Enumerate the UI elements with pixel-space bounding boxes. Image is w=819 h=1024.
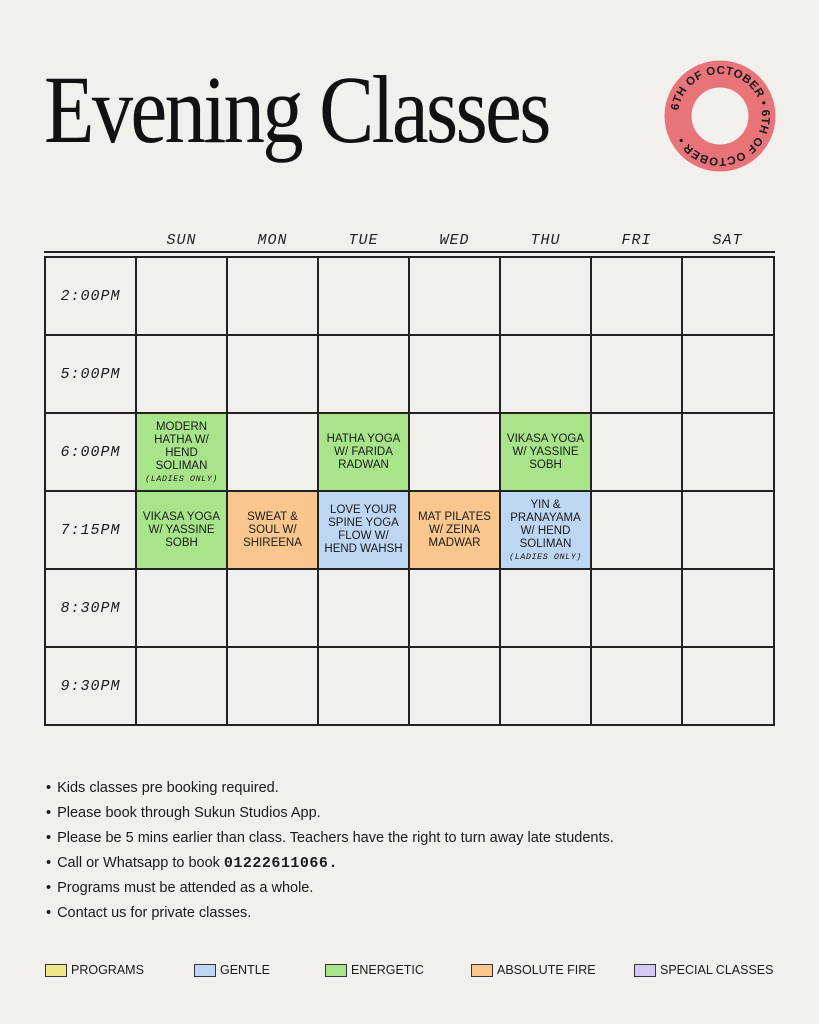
class-slot-sun-600[interactable] [137,414,228,492]
legend-special-classes [634,963,773,977]
day-header-sun: SUN [166,232,197,249]
empty-slot [683,258,775,336]
class-slot-wed-715[interactable] [410,492,501,570]
empty-slot [410,336,501,414]
empty-slot [592,258,683,336]
badge-text: 6TH OF OCTOBER • 6TH OF OCTOBER • [669,64,772,168]
legend-programs [45,963,144,977]
empty-slot [410,258,501,336]
day-header-fri: FRI [621,232,652,249]
empty-slot [319,648,410,726]
class-slot-thu-715[interactable] [501,492,592,570]
class-slot-mon-715[interactable] [228,492,319,570]
class-slot-tue-715[interactable] [319,492,410,570]
empty-slot [319,570,410,648]
class-slot-sun-715[interactable] [137,492,228,570]
empty-slot [319,258,410,336]
legend-swatch [194,964,216,977]
time-label: 5:00PM [46,336,137,414]
empty-slot [228,414,319,492]
empty-slot [501,336,592,414]
class-name: LOVE YOUR SPINE YOGA FLOW W/ HEND WAHSH [324,504,403,555]
legend-label: SPECIAL CLASSES [660,963,774,977]
legend-swatch [325,964,347,977]
schedule-grid [44,256,775,726]
empty-slot [501,258,592,336]
empty-slot [592,492,683,570]
empty-slot [410,414,501,492]
empty-slot [683,414,775,492]
time-label: 7:15PM [46,492,137,570]
day-header-tue: TUE [348,232,379,249]
time-label: 2:00PM [46,258,137,336]
legend-swatch [45,964,67,977]
day-header-mon: MON [257,232,288,249]
note-item: • Contact us for private classes. [46,901,614,926]
legend-label: PROGRAMS [71,963,144,977]
time-label: 8:30PM [46,570,137,648]
empty-slot [683,336,775,414]
legend-energetic [325,963,424,977]
legend-label: GENTLE [220,963,271,977]
empty-slot [683,648,775,726]
class-name: HATHA YOGA W/ FARIDA RADWAN [326,432,401,471]
legend-label: ENERGETIC [351,963,424,977]
empty-slot [592,570,683,648]
phone-number[interactable]: 01222611066. [223,855,338,872]
page-title: Evening Classes [44,56,549,163]
empty-slot [592,414,683,492]
class-slot-thu-600[interactable] [501,414,592,492]
empty-slot [592,336,683,414]
class-name: MODERN HATHA W/ HEND SOLIMAN [154,420,209,472]
note-item: • Programs must be attended as a whole. [46,876,614,901]
legend-absolute-fire [471,963,596,977]
class-slot-tue-600[interactable] [319,414,410,492]
time-label: 6:00PM [46,414,137,492]
booking-note-text: Call or Whatsapp to book [57,855,220,871]
day-header-wed: WED [439,232,470,249]
empty-slot [501,570,592,648]
empty-slot [137,336,228,414]
class-name: VIKASA YOGA W/ YASSINE SOBH [142,510,221,549]
empty-slot [228,570,319,648]
empty-slot [228,258,319,336]
class-name: YIN & PRANAYAMA W/ HEND SOLIMAN [510,498,581,550]
empty-slot [137,648,228,726]
empty-slot [501,648,592,726]
note-item: • Please book through Sukun Studios App. [46,801,614,826]
legend-swatch [471,964,493,977]
empty-slot [592,648,683,726]
day-header-sat: SAT [712,232,743,249]
header-divider [44,251,775,253]
empty-slot [228,648,319,726]
empty-slot [137,570,228,648]
class-name: VIKASA YOGA W/ YASSINE SOBH [506,432,585,471]
day-header-thu: THU [530,232,561,249]
legend-gentle [194,963,270,977]
notes-list [46,776,614,926]
empty-slot [137,258,228,336]
empty-slot [683,492,775,570]
empty-slot [319,336,410,414]
legend-swatch [634,964,656,977]
class-name: MAT PILATES W/ ZEINA MADWAR [418,510,491,549]
empty-slot [228,336,319,414]
note-item: • Please be 5 mins earlier than class. Teachers have the right to turn away late students. [46,826,614,851]
location-badge [664,60,776,172]
legend-label: ABSOLUTE FIRE [497,963,596,977]
empty-slot [410,648,501,726]
class-name: SWEAT & SOUL W/ SHIREENA [243,510,302,549]
empty-slot [683,570,775,648]
class-note: (LADIES ONLY) [145,473,218,484]
note-item: • Kids classes pre booking required. [46,776,614,801]
empty-slot [410,570,501,648]
time-label: 9:30PM [46,648,137,726]
class-note: (LADIES ONLY) [509,551,582,562]
note-item [46,851,614,876]
